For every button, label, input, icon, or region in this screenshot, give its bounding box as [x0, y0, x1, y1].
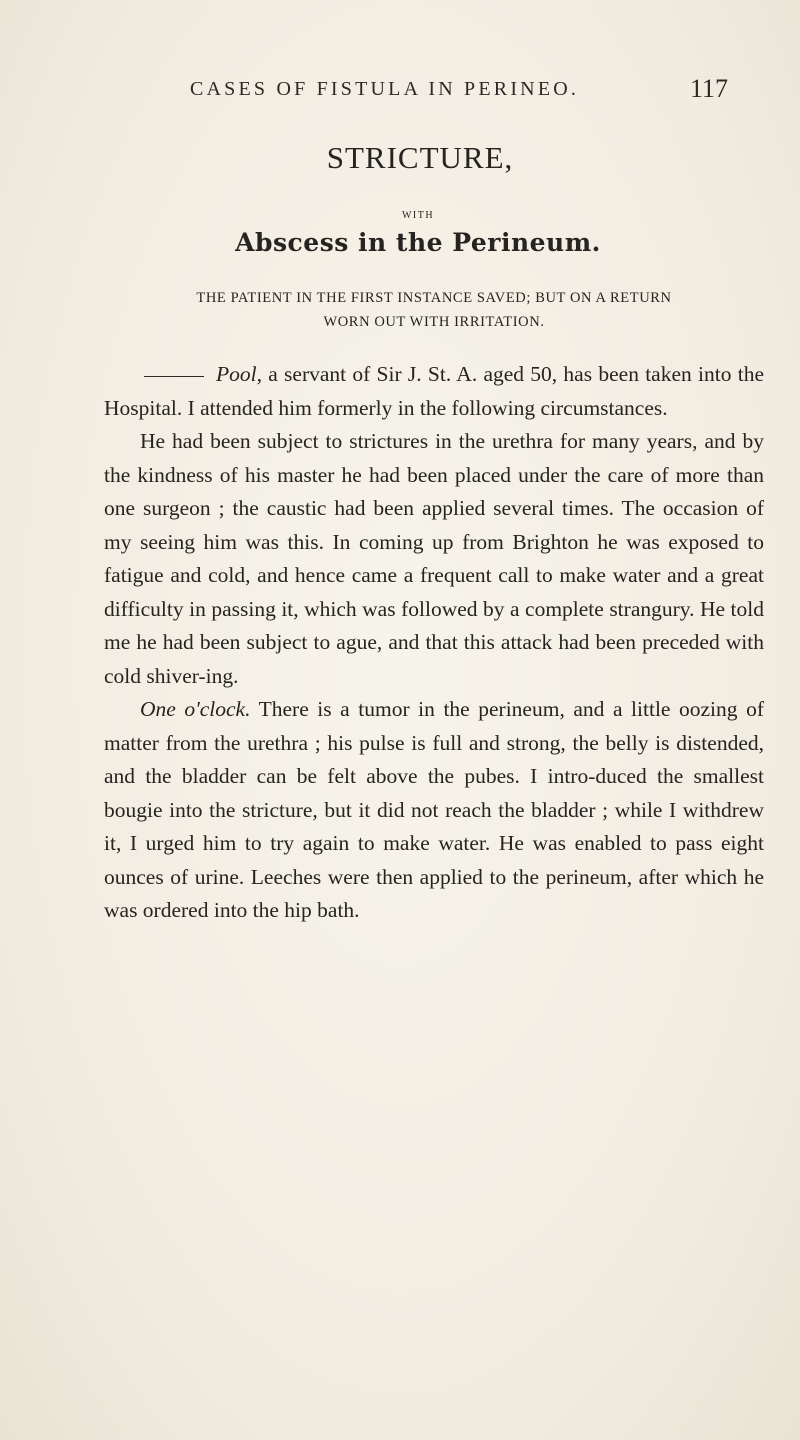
case-summary-line-1: THE PATIENT IN THE FIRST INSTANCE SAVED; BUT ON A RETURN [196, 290, 672, 306]
paragraph-1 [104, 358, 764, 425]
body-text [104, 358, 764, 928]
case-summary-line-2: WORN OUT WITH IRRITATION. [323, 314, 545, 330]
paragraph-3 [104, 693, 764, 928]
paragraph-1-text: a servant of Sir J. St. A. aged 50, has been taken into the Hospital. I attended him formerly in the following circumstances. [104, 362, 764, 420]
case-title: STRICTURE, [326, 140, 514, 175]
case-summary [104, 286, 764, 334]
running-title: CASES OF FISTULA IN PERINEO. [190, 78, 580, 100]
blackletter-subheading: Abscess in the Perineum. [235, 228, 601, 257]
time-heading: One o'clock. [140, 697, 251, 721]
with-label: WITH [401, 210, 435, 221]
paragraph-3-text: There is a tumor in the perineum, and a little oozing of matter from the urethra ; his pulse is full and strong, the belly is distended, and the bladder can be felt above the pubes. I intro-duced the smallest bougie into the stricture, but it did not reach the bladder ; while I withdrew it, I urged him to try again to make water. He was enabled to pass eight ounces of urine. Leeches were then applied to the perineum, after which he was ordered into the hip bath. [104, 697, 764, 922]
name-dash [144, 376, 204, 377]
patient-name: Pool, [216, 362, 262, 386]
page-number: 117 [689, 74, 728, 103]
running-head [190, 74, 750, 103]
paragraph-2: He had been subject to strictures in the urethra for many years, and by the kindness of his master he had been placed under the care of more than one surgeon ; the caustic had been applied several times. The occasion of my seeing him was this. In coming up from Brighton he was exposed to fatigue and cold, and hence came a frequent call to make water and a great difficulty in passing it, which was followed by a complete strangury. He told me he had been subject to ague, and that this attack had been preceded with cold shiver-ing. [104, 429, 764, 688]
